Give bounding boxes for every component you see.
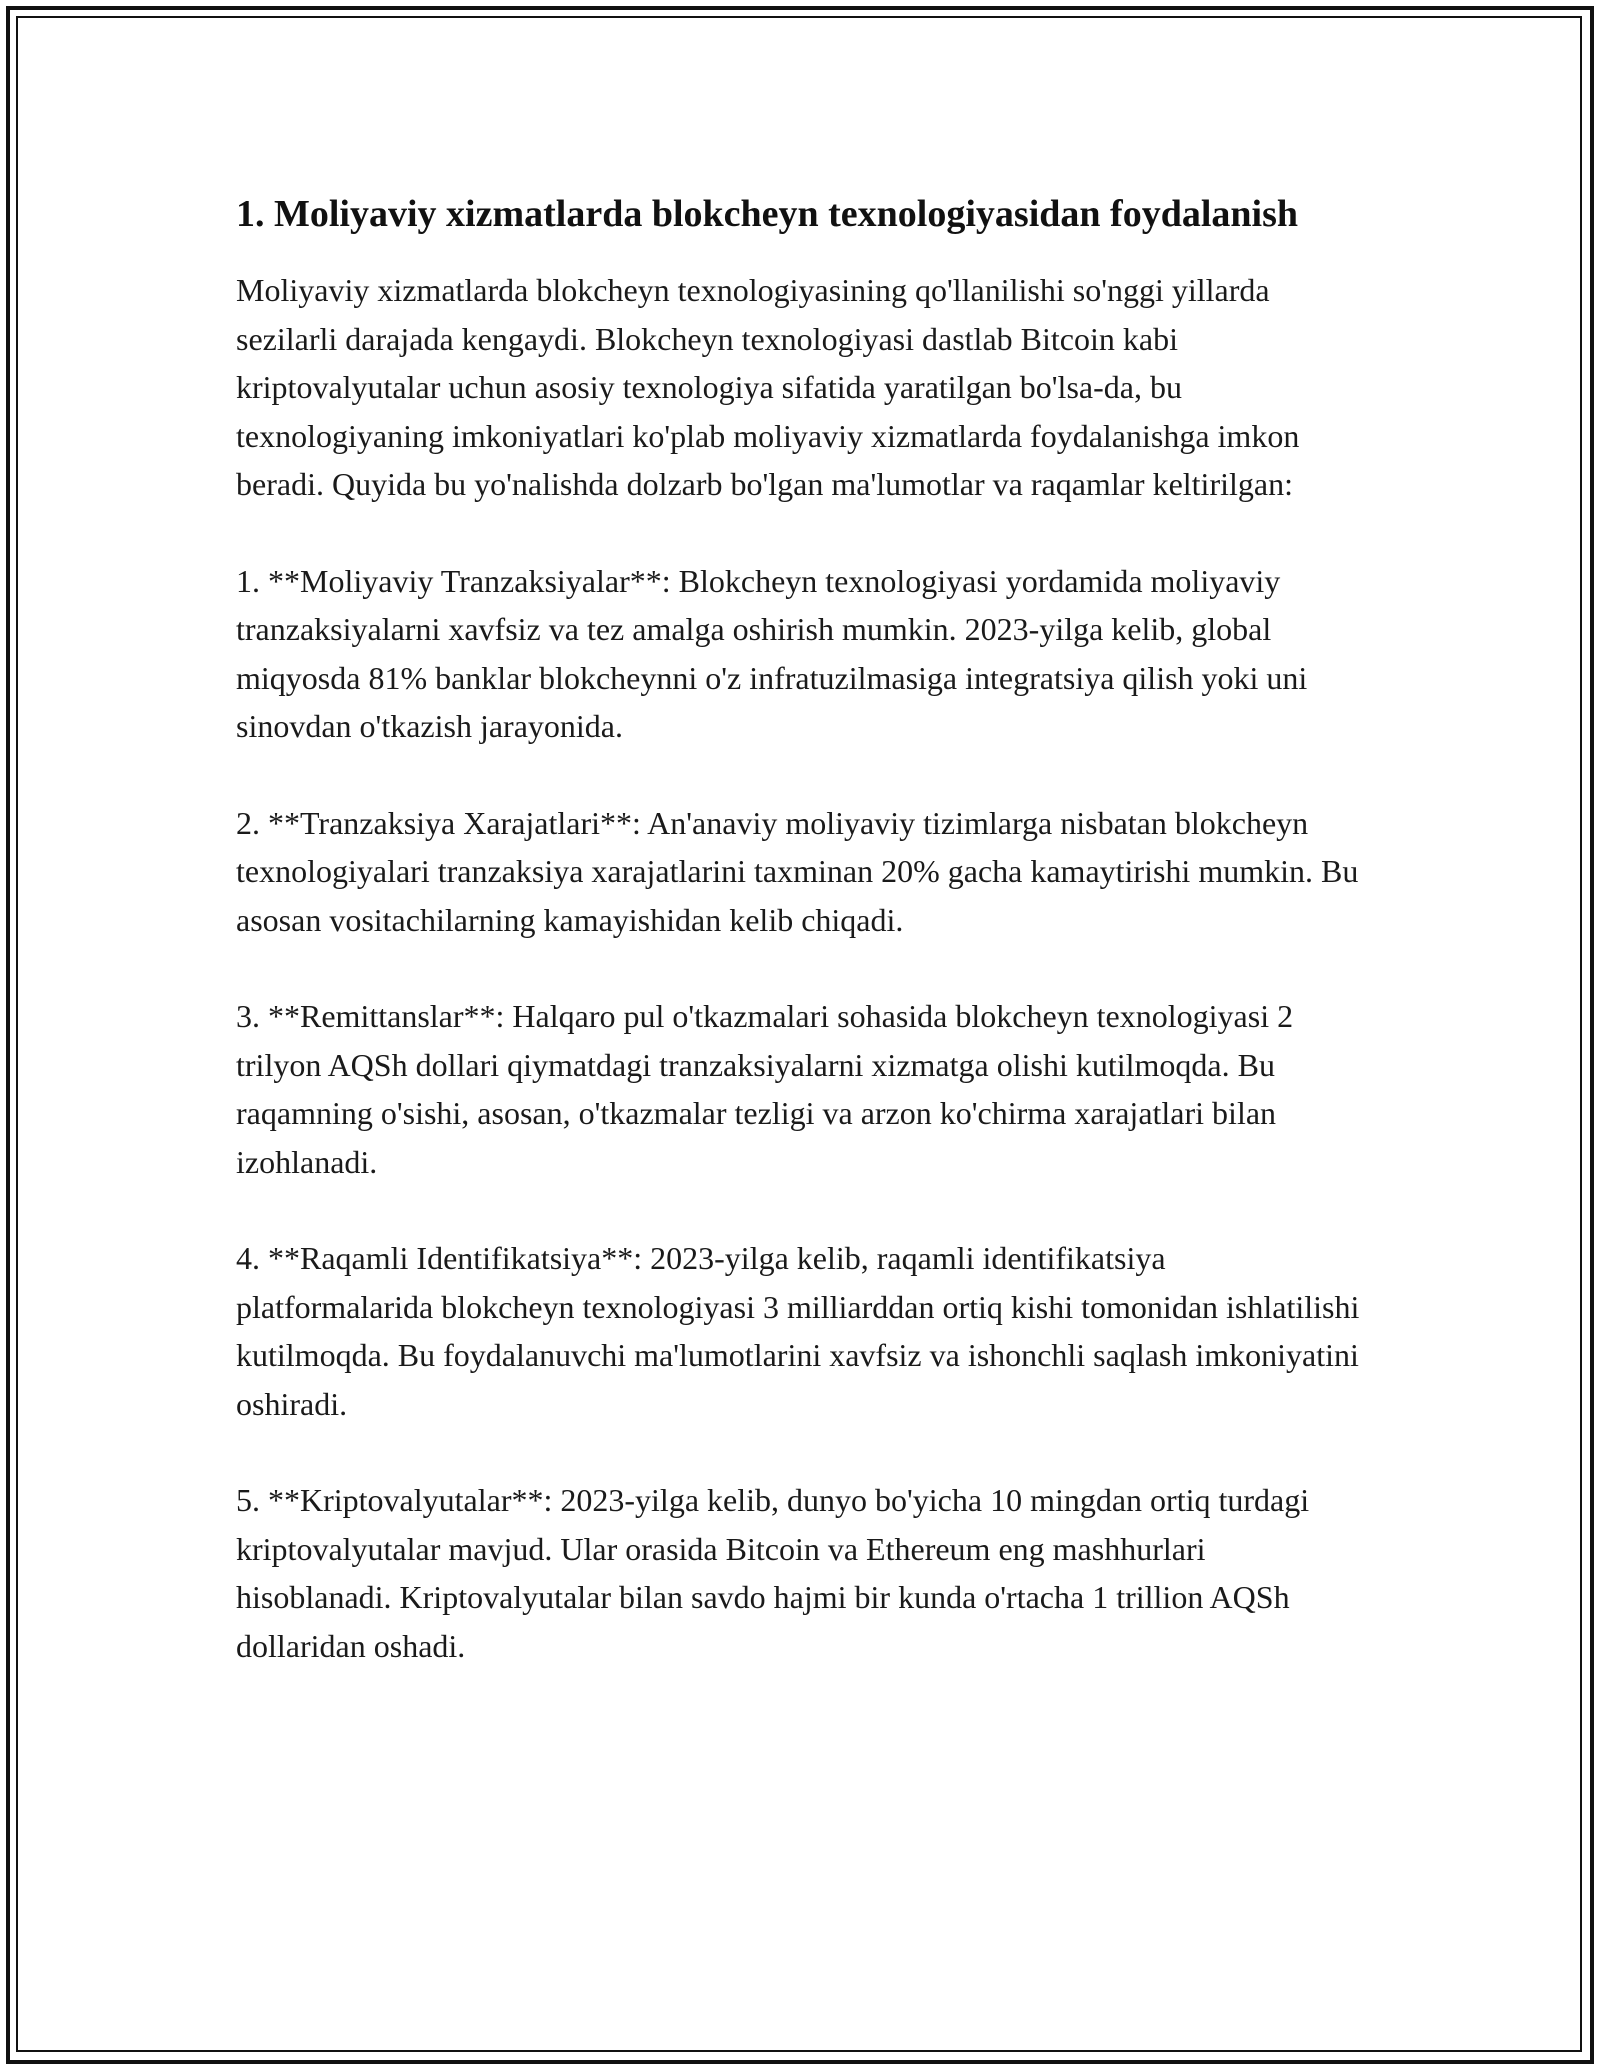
document-body: [236, 186, 1366, 1670]
list-item: 3. **Remittanslar**: Halqaro pul o'tkazmalari sohasida blokcheyn texnologiyasi 2 trilyon AQSh dollari qiymatdagi tranzaksiyalarni xizmatga olishi kutilmoqda. Bu raqamning o'sishi, asosan, o'tkazmalar tezligi va arzon ko'chirma xarajatlari bilan izohlanadi.: [236, 998, 1294, 1180]
list-item: 5. **Kriptovalyutalar**: 2023-yilga kelib, dunyo bo'yicha 10 mingdan ortiq turdagi kriptovalyutalar mavjud. Ular orasida Bitcoin va Ethereum eng mashhurlari hisoblanadi. Kriptovalyutalar bilan savdo hajmi bir kunda o'rtacha 1 trillion AQSh dollaridan oshadi.: [236, 1482, 1310, 1664]
list-item: 2. **Tranzaksiya Xarajatlari**: An'anaviy moliyaviy tizimlarga nisbatan blokcheyn texnologiyalari tranzaksiya xarajatlarini taxminan 20% gacha kamaytirishi mumkin. Bu asosan vositachilarning kamayishidan kelib chiqadi.: [236, 804, 1359, 938]
section-heading: 1. Moliyaviy xizmatlarda blokcheyn texnologiyasidan foydalanish: [236, 193, 1298, 235]
intro-paragraph: Moliyaviy xizmatlarda blokcheyn texnologiyasining qo'llanilishi so'nggi yillarda sezilarli darajada kengaydi. Blokcheyn texnologiyasi dastlab Bitcoin kabi kriptovalyutalar uchun asosiy texnologiya sifatida yaratilgan bo'lsa-da, bu texnologiyaning imkoniyatlari ko'plab moliyaviy xizmatlarda foydalanishga imkon beradi. Quyida bu yo'nalishda dolzarb bo'lgan ma'lumotlar va raqamlar keltirilgan:: [236, 272, 1300, 502]
list-item: 4. **Raqamli Identifikatsiya**: 2023-yilga kelib, raqamli identifikatsiya platformalarida blokcheyn texnologiyasi 3 milliarddan ortiq kishi tomonidan ishlatilishi kutilmoqda. Bu foydalanuvchi ma'lumotlarini xavfsiz va ishonchli saqlash imkoniyatini oshiradi.: [236, 1240, 1360, 1422]
list-item: 1. **Moliyaviy Tranzaksiyalar**: Blokcheyn texnologiyasi yordamida moliyaviy tranzaksiyalarni xavfsiz va tez amalga oshirish mumkin. 2023-yilga kelib, global miqyosda 81% banklar blokcheynni o'z infratuzilmasiga integratsiya qilish yoki uni sinovdan o'tkazish jarayonida.: [236, 562, 1308, 744]
